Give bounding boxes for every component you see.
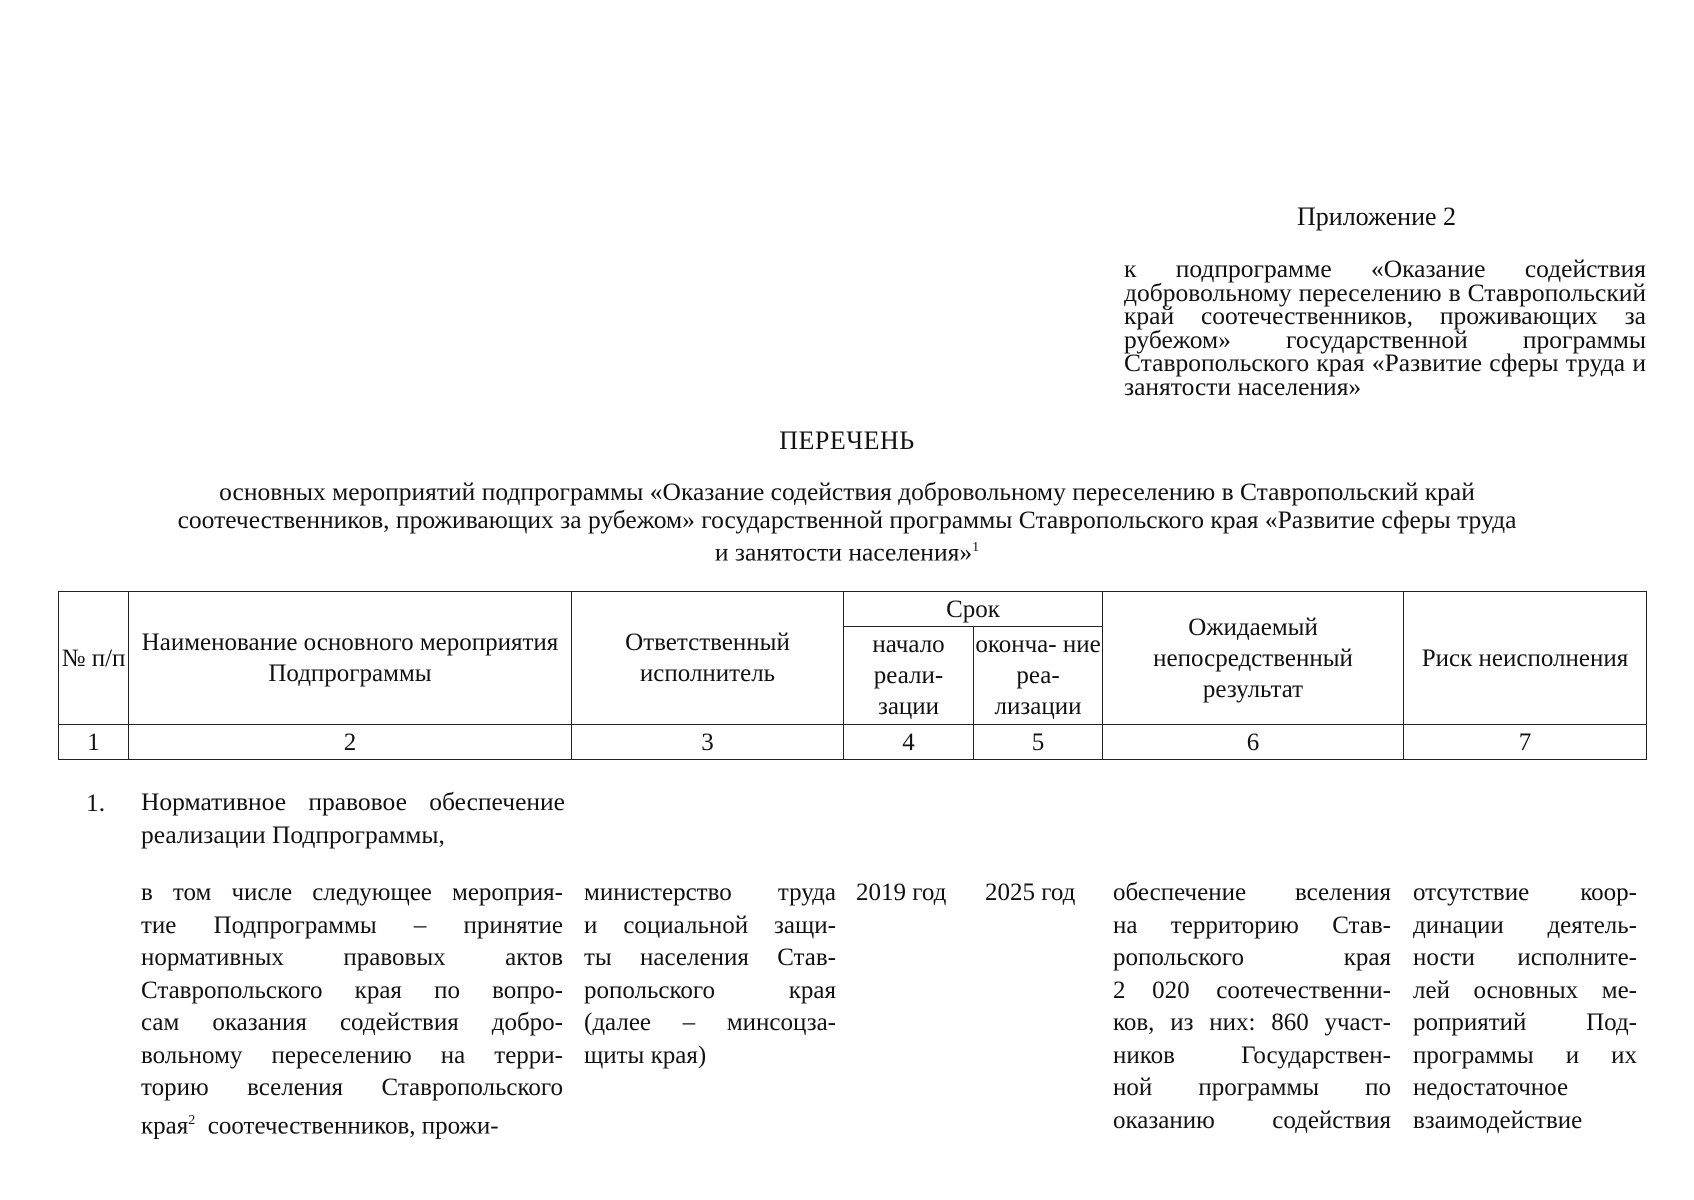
column-number-4: 4 — [844, 725, 974, 760]
activity-line — [141, 1105, 563, 1143]
risk-line: ности исполните- — [1413, 944, 1637, 971]
risk-line: роприятий Под- — [1413, 1009, 1637, 1036]
header-term: Срок — [844, 592, 1103, 627]
activity-line: нормативных правовых актов — [141, 944, 563, 971]
end-date-cell: 2025 год — [985, 879, 1076, 906]
activity-line: в том числе следующее мероприя- — [141, 879, 563, 906]
section-number: 1. — [86, 788, 106, 817]
column-number-1: 1 — [59, 725, 129, 760]
activity-line: сам оказания содействия добро- — [141, 1009, 563, 1036]
result-line: ников Государствен- — [1113, 1041, 1391, 1069]
responsible-line: щиты края) — [584, 1041, 707, 1069]
activity-line-end: соотечественников, прожи- — [207, 1111, 499, 1139]
header-name: Наименование основного мероприятия Подпрограммы — [129, 592, 572, 725]
header-responsible: Ответственный исполнитель — [572, 592, 844, 725]
subtitle-line-3 — [100, 534, 1594, 567]
activity-line: тие Подпрограммы – принятие — [141, 911, 563, 939]
activity-line: Ставропольского края по вопро- — [141, 976, 563, 1004]
column-number-7: 7 — [1404, 725, 1647, 760]
responsible-line: министерство труда — [584, 879, 836, 906]
result-line: 2 020 соотечественни- — [1113, 976, 1391, 1004]
header-result: Ожидаемый непосредственный результат — [1103, 592, 1404, 725]
risk-line: лей основных ме- — [1413, 976, 1637, 1004]
start-date-cell: 2019 год — [856, 879, 947, 906]
table-header — [58, 591, 1647, 760]
column-number-3: 3 — [572, 725, 844, 760]
risk-cell — [1413, 877, 1637, 1137]
responsible-line: (далее – минсоцза- — [584, 1009, 836, 1036]
document-subtitle — [100, 478, 1594, 567]
risk-line: программы и их — [1413, 1041, 1637, 1069]
subtitle-line-1: основных мероприятий подпрограммы «Оказание содействия добровольному переселению в Ставропольский край — [219, 477, 1475, 506]
document-title: ПЕРЕЧЕНЬ — [779, 426, 915, 455]
result-cell — [1113, 877, 1391, 1137]
result-line: ной программы по — [1113, 1074, 1391, 1101]
activity-line: торию вселения Ставропольского — [141, 1074, 563, 1101]
risk-line: динации деятель- — [1413, 911, 1637, 939]
activity-cell — [141, 877, 563, 1142]
subtitle-line-3-text: и занятости населения» — [714, 537, 973, 567]
responsible-line: и социальной защи- — [584, 911, 836, 939]
risk-line: взаимодействие — [1413, 1106, 1583, 1134]
result-line: на территорию Став- — [1113, 911, 1391, 939]
column-number-2: 2 — [129, 725, 572, 760]
header-risk: Риск неисполнения — [1404, 592, 1647, 725]
activity-line-start: края — [141, 1111, 189, 1139]
column-number-6: 6 — [1103, 725, 1404, 760]
result-line: обеспечение вселения — [1113, 879, 1391, 906]
result-line: оказанию содействия — [1113, 1106, 1391, 1134]
header-num: № п/п — [59, 592, 129, 725]
subtitle-line-2: соотечественников, проживающих за рубежом» государственной программы Ставропольского края «Развитие сферы труда — [177, 505, 1517, 534]
risk-line: недостаточное — [1413, 1074, 1569, 1101]
responsible-line: ропольского края — [584, 976, 836, 1004]
responsible-line: ты населения Став- — [584, 944, 836, 971]
column-number-5: 5 — [974, 725, 1103, 760]
footnote-mark-1: 1 — [972, 540, 980, 555]
responsible-cell — [584, 877, 836, 1072]
risk-line: отсутствие коор- — [1413, 879, 1637, 906]
appendix-label: Приложение 2 — [1297, 202, 1457, 231]
result-line: ропольского края — [1113, 944, 1391, 971]
header-end: оконча- ние реа- лизации — [974, 627, 1103, 725]
activity-line: вольному переселению на терри- — [141, 1041, 563, 1069]
appendix-reference-text: к подпрограмме «Оказание содействия добровольному переселению в Ставропольский край соотечественников, проживающих за рубежом» государственной программы Ставропольского края «Развитие сферы труда и занятости населения» — [1124, 254, 1646, 401]
footnote-mark-2: 2 — [188, 1112, 196, 1128]
section-title: Нормативное правовое обеспечение реализации Подпрограммы, — [141, 787, 565, 849]
result-line: ков, из них: 860 участ- — [1113, 1009, 1391, 1036]
header-start: начало реали- зации — [844, 627, 974, 725]
